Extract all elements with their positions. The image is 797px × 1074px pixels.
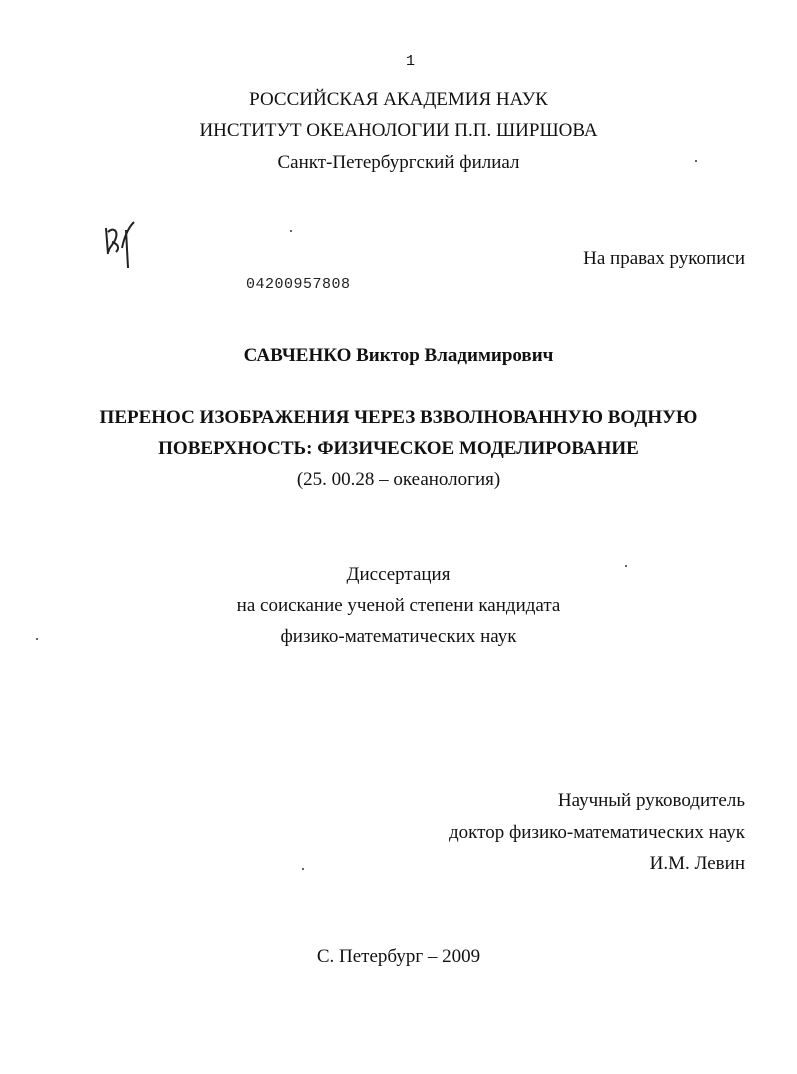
degree-line-2: на соискание ученой степени кандидата	[236, 595, 561, 616]
dissertation-title-line-1: ПЕРЕНОС ИЗОБРАЖЕНИЯ ЧЕРЕЗ ВЗВОЛНОВАННУЮ ВОДНУЮ	[99, 407, 698, 428]
supervisor-degree: доктор физико-математических наук	[449, 822, 745, 843]
supervisor-role: Научный руководитель	[557, 790, 745, 811]
specialty-code: (25. 00.28 – океанология)	[296, 469, 501, 490]
institute-name: ИНСТИТУТ ОКЕАНОЛОГИИ П.П. ШИРШОВА	[199, 120, 598, 141]
scan-speck	[625, 565, 627, 567]
author-name: САВЧЕНКО Виктор Владимирович	[243, 345, 554, 366]
degree-line-1: Диссертация	[346, 564, 451, 585]
scan-speck	[302, 868, 304, 870]
scan-speck	[695, 160, 697, 162]
academy-name: РОССИЙСКАЯ АКАДЕМИЯ НАУК	[249, 89, 548, 110]
branch-name: Санкт-Петербургский филиал	[277, 152, 520, 173]
scan-speck	[36, 638, 38, 640]
handwritten-mark-icon	[100, 218, 150, 270]
supervisor-name: И.М. Левин	[649, 853, 745, 874]
scan-speck	[290, 230, 292, 232]
page-number: 1	[405, 53, 415, 70]
dissertation-title-line-2: ПОВЕРХНОСТЬ: ФИЗИЧЕСКОЕ МОДЕЛИРОВАНИЕ	[158, 438, 639, 459]
degree-line-3: физико-математических наук	[280, 626, 517, 647]
manuscript-note: На правах рукописи	[583, 248, 745, 269]
city-year: С. Петербург – 2009	[316, 946, 481, 967]
registration-number: 04200957808	[246, 276, 351, 293]
